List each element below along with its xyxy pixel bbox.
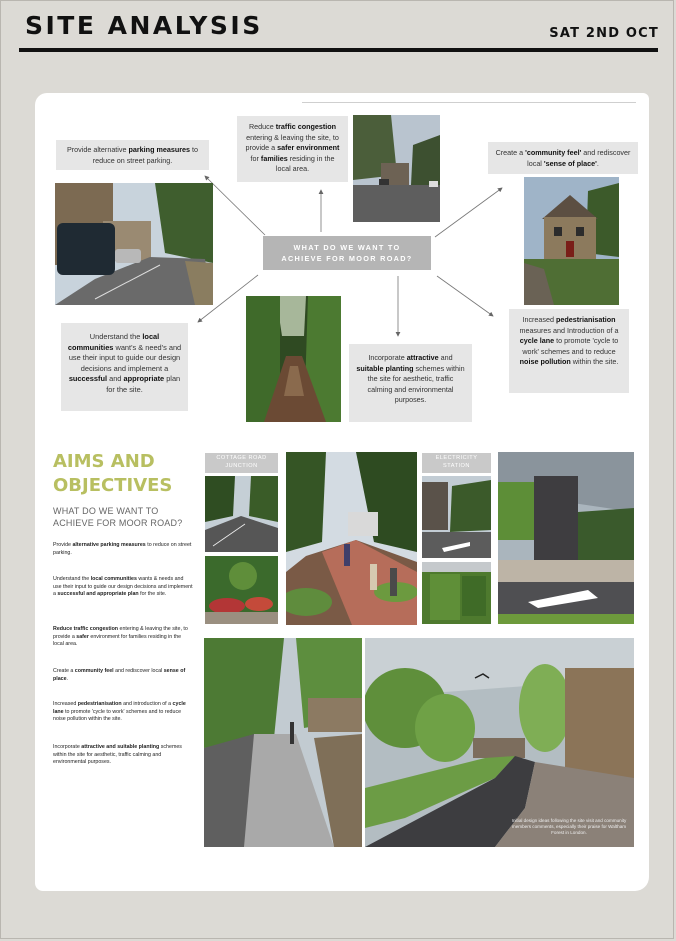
photo-stone-cottage [524, 177, 619, 305]
mind-map-center-text: WHAT DO WE WANT TO ACHIEVE FOR MOOR ROAD? [281, 243, 413, 263]
photo-green-wall [422, 562, 491, 624]
note-local-communities: Understand the local communities want's & need's and use their input to guide our design decisions and implement a successful and appropriate plan for the site. [61, 323, 188, 411]
note-community: Create a 'community feel' and rediscover local 'sense of place'. [488, 142, 638, 174]
note-pedestrianisation: Increased pedestrianisation measures and Introduction of a cycle lane to promote 'cycle to work' schemes and to reduce noise pollution within the site. [509, 309, 629, 393]
photo-sketch-walkway [204, 638, 362, 847]
page-title: SITE ANALYSIS [25, 11, 263, 40]
photo-cottage-road [205, 476, 278, 552]
aim-item: Increased pedestrianisation and introduction of a cycle lane to promote 'cycle to work' schemes and to reduce noise pollution within the site. [53, 701, 186, 723]
aims-heading-line2: OBJECTIVES [53, 475, 173, 496]
aim-item: Understand the local communities wants & needs and use their input to guide our design decisions and implement a successful and appropriate plan for the site. [53, 576, 193, 598]
photo-sketch-road-design [365, 638, 634, 847]
aims-heading [53, 450, 172, 498]
aim-item: Reduce traffic congestion entering & leaving the site, to provide a safer environment for families residing in the local area. [53, 626, 188, 648]
aim-item: Create a community feel and rediscover local sense of place. [53, 668, 186, 682]
label-electricity-station-line2: STATION [443, 462, 470, 469]
label-cottage-road-line1: COTTAGE ROAD [216, 455, 267, 461]
photo-road-junction [353, 115, 440, 222]
aim-item: Provide alternative parking measures to reduce on street parking. [53, 542, 192, 556]
photo-street-parking [55, 183, 213, 305]
aims-subtitle: WHAT DO WE WANT TO ACHIEVE FOR MOOR ROAD? [53, 506, 183, 528]
photo-planter [205, 556, 278, 624]
label-cottage-road [205, 453, 278, 473]
photo-cycle-lane-street [286, 452, 417, 625]
note-parking: Provide alternative parking measures to reduce on street parking. [56, 140, 209, 170]
photo-electricity-station [422, 476, 491, 558]
aim-item: Incorporate attractive and suitable planting schemes within the site for aesthetic, traffic calming and environmental purposes. [53, 744, 182, 766]
label-cottage-road-line2: JUNCTION [225, 462, 258, 469]
photo-living-wall-building [498, 452, 634, 624]
note-traffic: Reduce traffic congestion entering & leaving the site, to provide a safer environment for families residing in the local area. [237, 116, 348, 182]
label-electricity-station-line1: ELECTRICITY [435, 455, 478, 461]
label-electricity-station [422, 453, 491, 473]
design-caption: Initial design ideas following the site visit and community members comments, especially their praise for Waltham Forest in London. [511, 818, 627, 836]
mind-map-center [263, 236, 431, 270]
aims-heading-line1: AIMS AND [53, 451, 155, 472]
photo-green-path [246, 296, 341, 422]
page-date: SAT 2ND OCT [549, 26, 659, 41]
note-planting: Incorporate attractive and suitable planting schemes within the site for aesthetic, traffic calming and environmental purposes. [349, 344, 472, 422]
